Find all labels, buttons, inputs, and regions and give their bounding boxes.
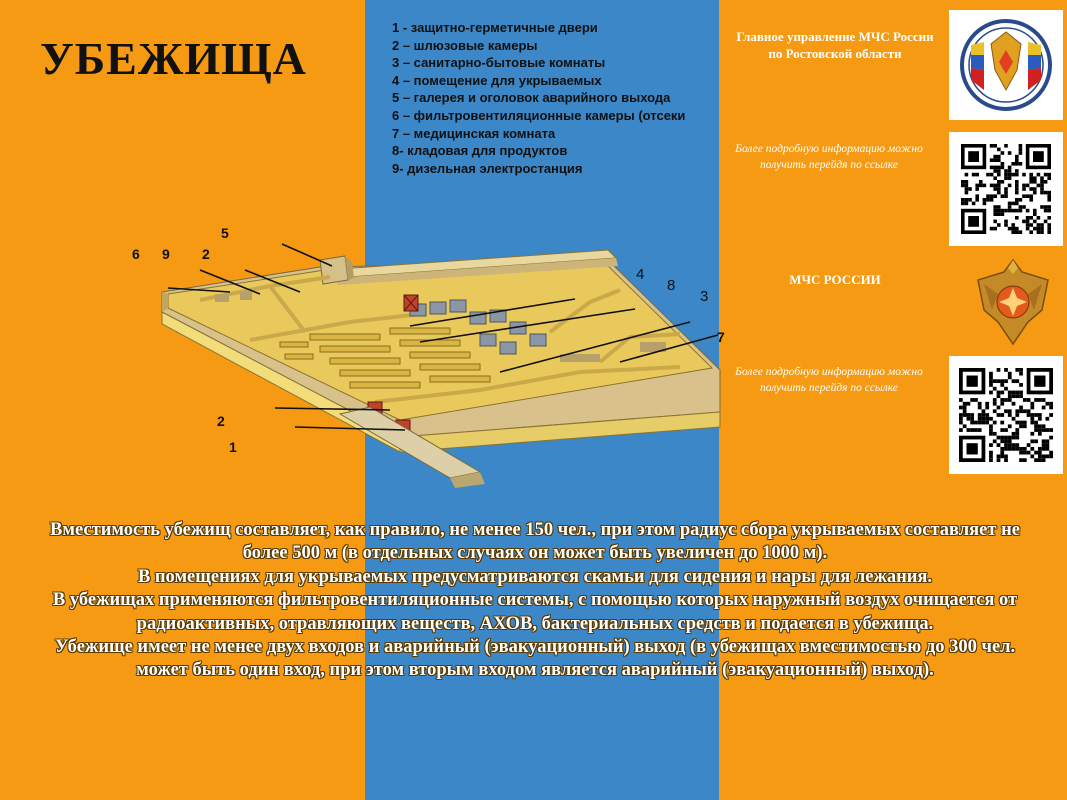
mchs-rostov-emblem-icon [949,10,1063,120]
qr-code-icon[interactable] [959,366,1053,464]
legend-item: 1 - защитно-герметичные двери [392,20,598,35]
callout-number: 9 [162,246,170,262]
body-text [40,519,1030,683]
callout-number: 5 [221,225,229,241]
info-text-2: Более подробную информацию можно получить перейдя по ссылке [735,366,923,394]
callout-number: 7 [717,329,725,345]
legend-item: 5 – галерея и оголовок аварийного выхода [392,90,671,106]
page-title: УБЕЖИЩА [40,33,307,84]
qr-tile-2 [949,356,1063,474]
callout-number: 4 [636,266,645,283]
body-paragraph: В помещениях для укрываемых предусматриваются скамьи для сидения и нары для лежания. [137,566,933,587]
legend-list [392,19,697,177]
callout-number: 8 [667,277,676,294]
legend-item: 9- дизельная электростанция [392,160,583,176]
emblem-tile [949,10,1063,120]
shelter-cutaway-illustration [120,222,740,492]
body-paragraph: Убежище имеет не менее двух входов и аварийный (эвакуационный) выход (в убежищах вместимостью до 300 чел. может быть один вход, при этом вторым входом является аварийный (эвакуационный) выход). [54,637,1016,681]
mchs-eagle-emblem-icon [972,252,1054,352]
info-text-1: Более подробную информацию можно получить перейдя по ссылке [735,143,923,171]
callout-number: 6 [132,246,140,262]
organization-name: Главное управление МЧС России по Ростовской области [736,29,934,61]
legend-item: 8- кладовая для продуктов [392,143,568,159]
legend-item: 2 – шлюзовые камеры [392,37,538,53]
legend-item: 3 – санитарно-бытовые комнаты [392,55,606,71]
legend-item: 4 – помещение для укрываемых [392,72,602,88]
callout-number: 3 [700,288,709,305]
callout-number: 2 [202,246,210,262]
callout-number: 1 [229,439,237,455]
body-paragraph: Вместимость убежищ составляет, как правило, не менее 150 чел., при этом радиус сбора укрываемых составляет не более 500 м (в отдельных случаях он может быть увеличен до 1000 м). [50,520,1020,564]
legend-item: 7 – медицинская комната [392,125,556,141]
qr-code-icon[interactable] [961,144,1051,234]
qr-tile-1 [949,132,1063,246]
callout-number: 2 [217,413,225,429]
body-paragraph: В убежищах применяются фильтровентиляционные системы, с помощью которых наружный воздух очищается от радиоактивных, отравляющих веществ, АХОВ, бактериальных средств и подается в убежища. [52,590,1018,634]
brand-name: МЧС РОССИИ [789,272,881,287]
legend-item: 6 – фильтровентиляционные камеры (отсеки [392,107,686,123]
